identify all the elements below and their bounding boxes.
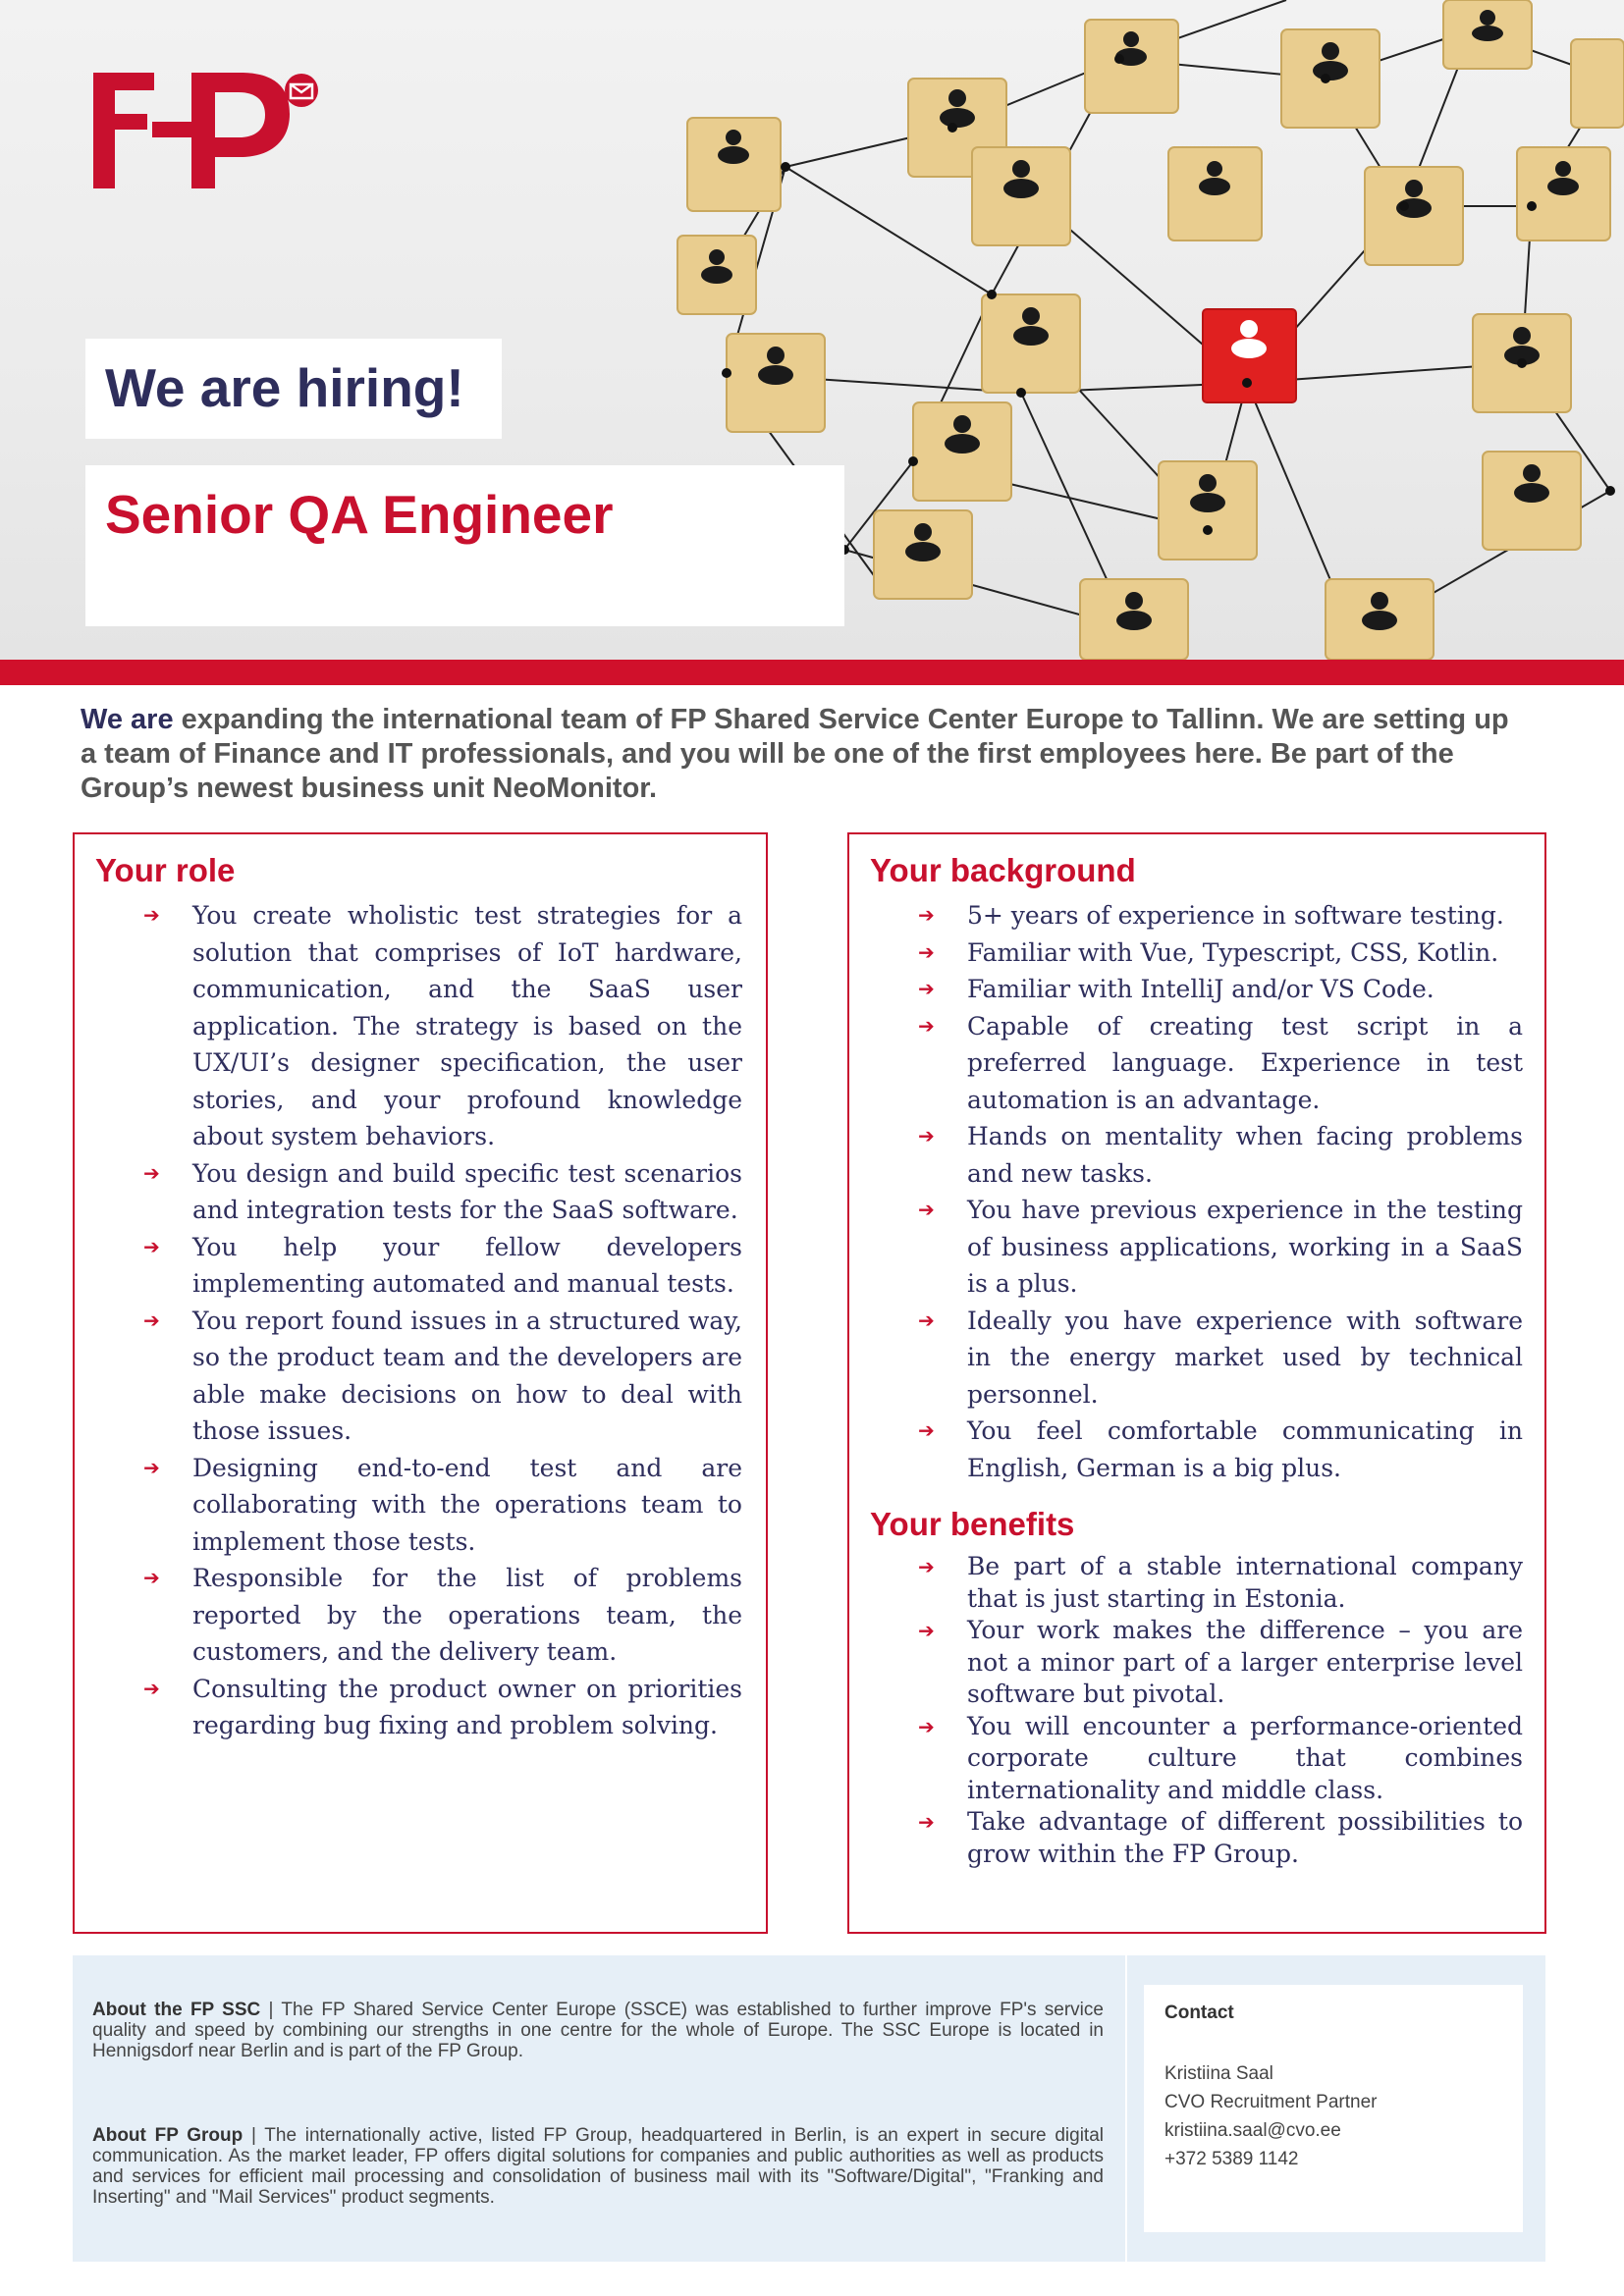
list-item: ➔ You create wholistic test strategies for a solution that comprises of IoT hardware, communication, and the SaaS user application. The strategy is based on the UX/UI’s designer specification, the user stories, and your profound knowledge about system behaviors.	[75, 897, 742, 1155]
list-item: ➔ Hands on mentality when facing problems and new tasks.	[849, 1118, 1523, 1192]
job-title: Senior QA Engineer	[105, 484, 614, 545]
background-heading: Your background	[870, 852, 1136, 888]
list-item: ➔ You help your fellow developers implementing automated and manual tests.	[75, 1229, 742, 1303]
intro-paragraph	[81, 703, 1524, 806]
role-panel	[73, 832, 768, 1934]
about-group-text: | The internationally active, listed FP Group, headquartered in Berlin, is an expert in secure digital communication. As the market leader, FP offers digital solutions for companies and public authorities as well as products and services for efficient mail processing and consolidation of business mail with its "Software/Digital", "Franking and Inserting" and "Mail Services" product segments.	[92, 2125, 1104, 2208]
arrow-icon: ➔	[143, 1566, 160, 1589]
about-group-label: About FP Group	[92, 2125, 244, 2146]
contact-card	[1144, 1985, 1523, 2232]
arrow-icon: ➔	[143, 903, 160, 927]
contact-role: CVO Recruitment Partner	[1164, 2092, 1378, 2112]
list-item: ➔ You will encounter a performance-oriented corporate culture that combines internationality and middle class.	[918, 1711, 1523, 1804]
intro-lead: We are	[81, 704, 174, 735]
about-ssc	[92, 2000, 1104, 2061]
arrow-icon: ➔	[143, 1234, 160, 1258]
about-ssc-text: | The FP Shared Service Center Europe (SSCE) was established to further improve FP's service quality and speed by combining our strengths in one centre for the whole of Europe. The SSC Europe is located in Hennigsdorf near Berlin and is part of the FP Group.	[92, 2000, 1104, 2061]
benefits-heading: Your benefits	[870, 1506, 1075, 1542]
arrow-icon: ➔	[918, 1714, 935, 1738]
role-list	[75, 897, 742, 1744]
list-item: ➔ Your work makes the difference – you are not a minor part of a larger enterprise level software but pivotal.	[918, 1616, 1523, 1708]
intro-text: expanding the international team of FP Shared Service Center Europe to Tallinn. We are setting up a team of Finance and IT professionals, and you will be one of the first employees here. Be part of the Group’s newest business unit NeoMonitor.	[81, 704, 1509, 804]
footer-separator	[1125, 1955, 1127, 2262]
list-item: ➔ You have previous experience in the testing of business applications, working in a SaaS is a plus.	[849, 1192, 1523, 1303]
arrow-icon: ➔	[918, 1198, 935, 1221]
arrow-icon: ➔	[143, 1308, 160, 1332]
contact-email[interactable]: kristiina.saal@cvo.ee	[1164, 2120, 1341, 2141]
about-group	[92, 2125, 1104, 2208]
red-divider	[0, 660, 1624, 685]
hero-banner	[0, 0, 1624, 660]
arrow-icon: ➔	[918, 1555, 935, 1578]
hiring-heading: We are hiring!	[105, 357, 464, 418]
contact-title: Contact	[1164, 2002, 1234, 2023]
hiring-banner	[85, 339, 502, 439]
arrow-icon: ➔	[918, 1124, 935, 1148]
arrow-icon: ➔	[918, 939, 935, 964]
fp-logo	[93, 73, 329, 200]
list-item: ➔ Designing end-to-end test and are collaborating with the operations team to implement those tests.	[75, 1450, 742, 1561]
background-panel	[847, 832, 1546, 1934]
arrow-icon: ➔	[918, 1810, 935, 1834]
contact-name: Kristiina Saal	[1164, 2063, 1273, 2084]
list-item: ➔ Familiar with IntelliJ and/or VS Code.	[849, 971, 1523, 1008]
list-item: ➔ Consulting the product owner on priorities regarding bug fixing and problem solving.	[75, 1671, 742, 1744]
footer	[73, 1955, 1545, 2262]
list-item: ➔ Ideally you have experience with software in the energy market used by technical personnel.	[849, 1303, 1523, 1414]
arrow-icon: ➔	[143, 1676, 160, 1700]
list-item: ➔ You report found issues in a structured way, so the product team and the developers are able make decisions on how to deal with those issues.	[75, 1303, 742, 1450]
benefits-list	[849, 1551, 1523, 1870]
arrow-icon: ➔	[143, 1160, 160, 1185]
list-item: ➔ Familiar with Vue, Typescript, CSS, Kotlin.	[849, 934, 1523, 972]
arrow-icon: ➔	[918, 1013, 935, 1038]
list-item: ➔ You design and build specific test scenarios and integration tests for the SaaS software.	[75, 1155, 742, 1229]
contact-phone[interactable]: +372 5389 1142	[1164, 2149, 1299, 2169]
role-heading: Your role	[95, 852, 236, 888]
list-item: ➔ Capable of creating test script in a preferred language. Experience in test automation is an advantage.	[849, 1008, 1523, 1119]
background-list	[849, 897, 1523, 1486]
arrow-icon: ➔	[918, 1418, 935, 1442]
job-title-banner	[85, 465, 844, 626]
list-item: ➔ Responsible for the list of problems reported by the operations team, the customers, and the delivery team.	[75, 1560, 742, 1671]
list-item: ➔ 5+ years of experience in software testing.	[849, 897, 1523, 934]
about-ssc-label: About the FP SSC	[92, 2000, 261, 2020]
list-item: ➔ Be part of a stable international company that is just starting in Estonia.	[918, 1552, 1523, 1613]
arrow-icon: ➔	[918, 1308, 935, 1332]
arrow-icon: ➔	[918, 1619, 935, 1642]
list-item: ➔ Take advantage of different possibilities to grow within the FP Group.	[918, 1807, 1523, 1868]
list-item: ➔ You feel comfortable communicating in English, German is a big plus.	[849, 1413, 1523, 1486]
arrow-icon: ➔	[918, 977, 935, 1000]
arrow-icon: ➔	[143, 1455, 160, 1479]
arrow-icon: ➔	[918, 903, 935, 927]
